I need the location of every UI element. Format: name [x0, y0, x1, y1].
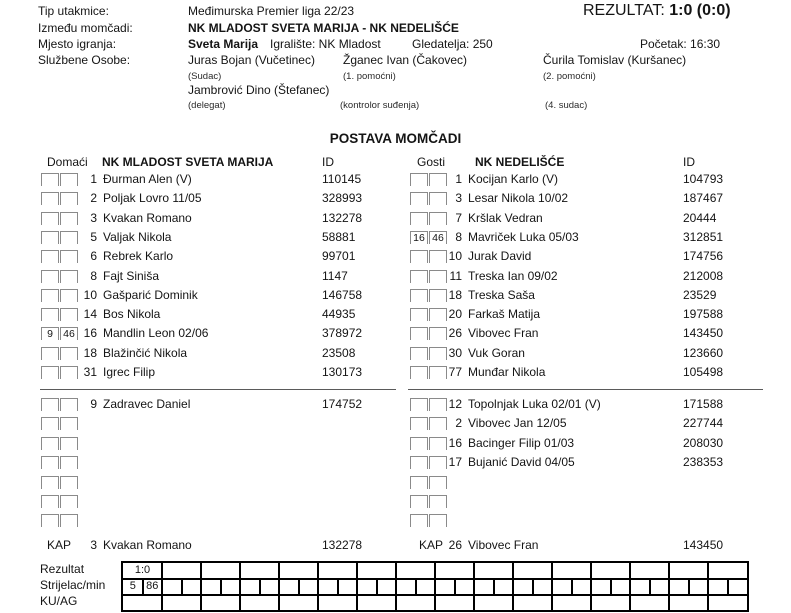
grid-col-line: [707, 563, 709, 610]
player-id: 227744: [683, 416, 724, 430]
grid-col-line: [629, 563, 631, 610]
jersey-number: 8: [90, 269, 97, 283]
jersey-number: 30: [448, 346, 462, 360]
player-name: Kršlak Vedran: [468, 211, 543, 225]
player-name: Kocijan Karlo (V): [468, 172, 559, 186]
grid-col-line: [278, 563, 280, 610]
jersey-number: 9: [90, 397, 97, 411]
player-name: Vuk Goran: [468, 346, 525, 360]
player-name: Topolnjak Luka 02/01 (V): [468, 397, 601, 411]
player-id: 312851: [683, 230, 724, 244]
grid-mid-line: [376, 578, 378, 596]
player-id: 238353: [683, 455, 724, 469]
official-assistant1-role: (1. pomoćni): [343, 71, 396, 82]
footer-label-kuag: KU/AG: [40, 594, 78, 608]
sub-out-box: [41, 212, 59, 225]
jersey-number: 12: [448, 397, 462, 411]
player-id: 187467: [683, 191, 724, 205]
jersey-number: 77: [448, 365, 462, 379]
grid-col-line: [395, 563, 397, 610]
jersey-number: 7: [455, 211, 462, 225]
sub-out-box: [410, 417, 428, 430]
grid-col-line: [200, 563, 202, 610]
venue-city: Sveta Marija: [188, 37, 259, 51]
result-cell: 1:0: [134, 564, 151, 576]
away-captain-id: 143450: [683, 538, 724, 552]
grid-col-line: [434, 563, 436, 610]
grid-mid-line: [337, 578, 339, 596]
player-id: 197588: [683, 307, 724, 321]
jersey-number: 10: [448, 249, 462, 263]
grid-mid-line: [454, 578, 456, 596]
player-name: Fajt Siniša: [103, 269, 160, 283]
jersey-number: 11: [449, 269, 462, 283]
player-id: 208030: [683, 436, 724, 450]
away-subs-separator: [408, 389, 763, 390]
sub-minute-box: [60, 437, 78, 450]
away-id-header: ID: [683, 155, 695, 169]
player-id: 110145: [322, 172, 362, 186]
player-id: 132278: [322, 211, 363, 225]
away-side-label: Gosti: [417, 155, 446, 169]
player-name: Bacinger Filip 01/03: [468, 436, 575, 450]
sub-out-box: [410, 270, 428, 283]
jersey-number: 16: [448, 436, 462, 450]
grid-col-line: [512, 563, 514, 610]
sub-out-box: [41, 398, 59, 411]
grid-col-line: [239, 563, 241, 610]
sub-out-box: [41, 347, 59, 360]
sub-out-box: [410, 347, 428, 360]
official-referee-role: (Sudac): [188, 71, 222, 82]
grid-mid-line: [649, 578, 651, 596]
official-fourth-role: (4. sudac): [545, 100, 588, 111]
sub-out-box: [41, 192, 59, 205]
jersey-number: 2: [455, 416, 462, 430]
home-id-header: ID: [322, 155, 334, 169]
jersey-number: 14: [83, 307, 97, 321]
sub-out-box: [410, 398, 428, 411]
sub-out-box: [410, 456, 428, 469]
grid-mid-line: [610, 578, 612, 596]
sub-out-box: [41, 366, 59, 379]
player-id: 130173: [322, 365, 363, 379]
sub-out-box: [410, 514, 428, 527]
away-kap-label: KAP: [419, 538, 444, 552]
sub-out-box: [410, 289, 428, 302]
jersey-number: 6: [90, 249, 97, 263]
between-value: NK MLADOST SVETA MARIJA - NK NEDELIŠĆE: [188, 21, 459, 35]
sub-out-box: 9: [41, 327, 59, 340]
player-name: Blažinčić Nikola: [103, 346, 188, 360]
jersey-number: 10: [83, 288, 97, 302]
player-id: 123660: [683, 346, 724, 360]
jersey-number: 1: [90, 172, 97, 186]
grid-col-line: [317, 563, 319, 610]
grid-mid-line: [571, 578, 573, 596]
official-delegate: Jambrović Dino (Štefanec): [188, 83, 330, 97]
player-name: Jurak David: [468, 249, 532, 263]
grid-mid-line: [220, 578, 222, 596]
scorer-number-cell: 5: [129, 580, 136, 592]
sub-out-box: [41, 495, 59, 508]
result-label: REZULTAT:: [583, 2, 665, 19]
jersey-number: 20: [448, 307, 462, 321]
jersey-number: 1: [455, 172, 462, 186]
sub-minute-box: [429, 495, 447, 508]
sub-out-box: [41, 270, 59, 283]
match-type-value: Međimurska Premier liga 22/23: [188, 4, 355, 18]
player-name: Treska Ian 09/02: [468, 269, 558, 283]
sub-minute-box: [429, 514, 447, 527]
sub-out-box: [41, 417, 59, 430]
sub-out-box: [410, 250, 428, 263]
sub-out-box: 16: [410, 231, 428, 244]
jersey-number: 17: [448, 455, 462, 469]
grid-mid-line: [259, 578, 261, 596]
player-name: Đurman Alen (V): [103, 172, 192, 186]
player-name: Gašparić Dominik: [103, 288, 198, 302]
footer-label-result: Rezultat: [40, 562, 85, 576]
jersey-number: 18: [83, 346, 97, 360]
official-assistant2: Čurila Tomislav (Kuršanec): [543, 53, 687, 67]
player-name: Zadravec Daniel: [103, 397, 191, 411]
sub-minute-box: [60, 417, 78, 430]
player-id: 378972: [322, 326, 363, 340]
footer-label-scorer: Strijelac/min: [40, 578, 106, 592]
attendance: Gledatelja: 250: [412, 37, 493, 51]
player-id: 23508: [322, 346, 356, 360]
sub-out-box: [41, 514, 59, 527]
player-id: 104793: [683, 172, 724, 186]
player-name: Farkaš Matija: [468, 307, 541, 321]
official-assistant2-role: (2. pomoćni): [543, 71, 596, 82]
player-name: Mavriček Luka 05/03: [468, 230, 579, 244]
player-name: Bos Nikola: [103, 307, 161, 321]
sub-out-box: [410, 327, 428, 340]
official-controller-role: (kontrolor suđenja): [340, 100, 420, 111]
match-type-label: Tip utakmice:: [38, 4, 109, 18]
player-id: 212008: [683, 269, 724, 283]
sub-minute-box: [60, 476, 78, 489]
sub-minute-box: [60, 495, 78, 508]
sub-out-box: [41, 476, 59, 489]
grid-mid-line: [493, 578, 495, 596]
sub-out-box: [41, 250, 59, 263]
sub-out-box: [41, 231, 59, 244]
player-id: 99701: [322, 249, 356, 263]
jersey-number: 3: [455, 191, 462, 205]
sub-out-box: [410, 476, 428, 489]
venue-label: Mjesto igranja:: [38, 37, 117, 51]
player-name: Bujanić David 04/05: [468, 455, 575, 469]
player-name: Mandlin Leon 02/06: [103, 326, 209, 340]
grid-col-line: [473, 563, 475, 610]
player-name: Treska Saša: [468, 288, 535, 302]
scorer-minute-cell: 86: [146, 580, 159, 592]
sub-out-box: [41, 289, 59, 302]
grid-mid-line: [727, 578, 729, 596]
player-id: 1147: [322, 269, 348, 283]
grid-mid-line: [298, 578, 300, 596]
official-assistant1: Žganec Ivan (Čakovec): [343, 53, 468, 67]
sub-out-box: [41, 456, 59, 469]
grid-col-line: [551, 563, 553, 610]
player-name: Kvakan Romano: [103, 211, 192, 225]
jersey-number: 3: [90, 211, 97, 225]
jersey-number: 26: [448, 326, 462, 340]
sub-minute-box: [60, 514, 78, 527]
player-name: Igrec Filip: [103, 365, 156, 379]
sub-out-box: [410, 437, 428, 450]
between-label: Između momčadi:: [38, 21, 133, 35]
player-name: Munđar Nikola: [468, 365, 546, 379]
grid-mid-line: [688, 578, 690, 596]
home-side-label: Domaći: [47, 155, 88, 169]
result-value: 1:0 (0:0): [669, 2, 731, 19]
sub-out-box: [410, 212, 428, 225]
player-id: 44935: [322, 307, 356, 321]
sub-out-box: [410, 495, 428, 508]
player-name: Rebrek Karlo: [103, 249, 174, 263]
player-id: 174756: [683, 249, 724, 263]
player-id: 143450: [683, 326, 724, 340]
player-id: 58881: [322, 230, 356, 244]
score-grid: [121, 561, 749, 612]
official-referee: Juras Bojan (Vučetinec): [188, 53, 315, 67]
sub-out-box: [410, 173, 428, 186]
player-name: Vibovec Fran: [468, 326, 539, 340]
home-subs-separator: [40, 389, 396, 390]
sub-minute-box: 46: [429, 231, 447, 244]
sub-out-box: [41, 437, 59, 450]
away-captain-number: 26: [448, 538, 462, 552]
home-team-name: NK MLADOST SVETA MARIJA: [102, 155, 274, 169]
home-captain-id: 132278: [322, 538, 363, 552]
grid-mid-line: [415, 578, 417, 596]
player-name: Lesar Nikola 10/02: [468, 191, 569, 205]
player-id: 174752: [322, 397, 363, 411]
officials-label: Službene Osobe:: [38, 53, 131, 67]
grid-col-line: [668, 563, 670, 610]
sub-minute-box: 46: [60, 327, 78, 340]
sub-out-box: [410, 192, 428, 205]
jersey-number: 16: [83, 326, 97, 340]
sub-out-box: [41, 308, 59, 321]
grid-col-line: [590, 563, 592, 610]
jersey-number: 31: [83, 365, 97, 379]
player-id: 105498: [683, 365, 724, 379]
home-captain-number: 3: [90, 538, 97, 552]
kickoff-time: Početak: 16:30: [640, 37, 721, 51]
grid-mid-line: [532, 578, 534, 596]
away-captain-name: Vibovec Fran: [468, 538, 539, 552]
venue-ground: Igralište: NK Mladost: [270, 37, 381, 51]
player-name: Poljak Lovro 11/05: [103, 191, 202, 205]
official-delegate-role: (delegat): [188, 100, 226, 111]
player-name: Valjak Nikola: [103, 230, 172, 244]
lineup-title: POSTAVA MOMČADI: [329, 131, 462, 146]
jersey-number: 8: [455, 230, 462, 244]
player-id: 146758: [322, 288, 363, 302]
jersey-number: 2: [90, 191, 97, 205]
home-kap-label: KAP: [47, 538, 72, 552]
player-id: 328993: [322, 191, 363, 205]
player-name: Vibovec Jan 12/05: [468, 416, 567, 430]
jersey-number: 5: [90, 230, 97, 244]
sub-out-box: [41, 173, 59, 186]
sub-out-box: [410, 366, 428, 379]
jersey-number: 18: [448, 288, 462, 302]
away-team-name: NK NEDELIŠĆE: [475, 155, 565, 169]
player-id: 23529: [683, 288, 717, 302]
grid-mid-line: [181, 578, 183, 596]
sub-minute-box: [60, 456, 78, 469]
grid-col-line: [356, 563, 358, 610]
sub-out-box: [410, 308, 428, 321]
player-id: 20444: [683, 211, 717, 225]
home-captain-name: Kvakan Romano: [103, 538, 192, 552]
player-id: 171588: [683, 397, 724, 411]
sub-minute-box: [429, 476, 447, 489]
